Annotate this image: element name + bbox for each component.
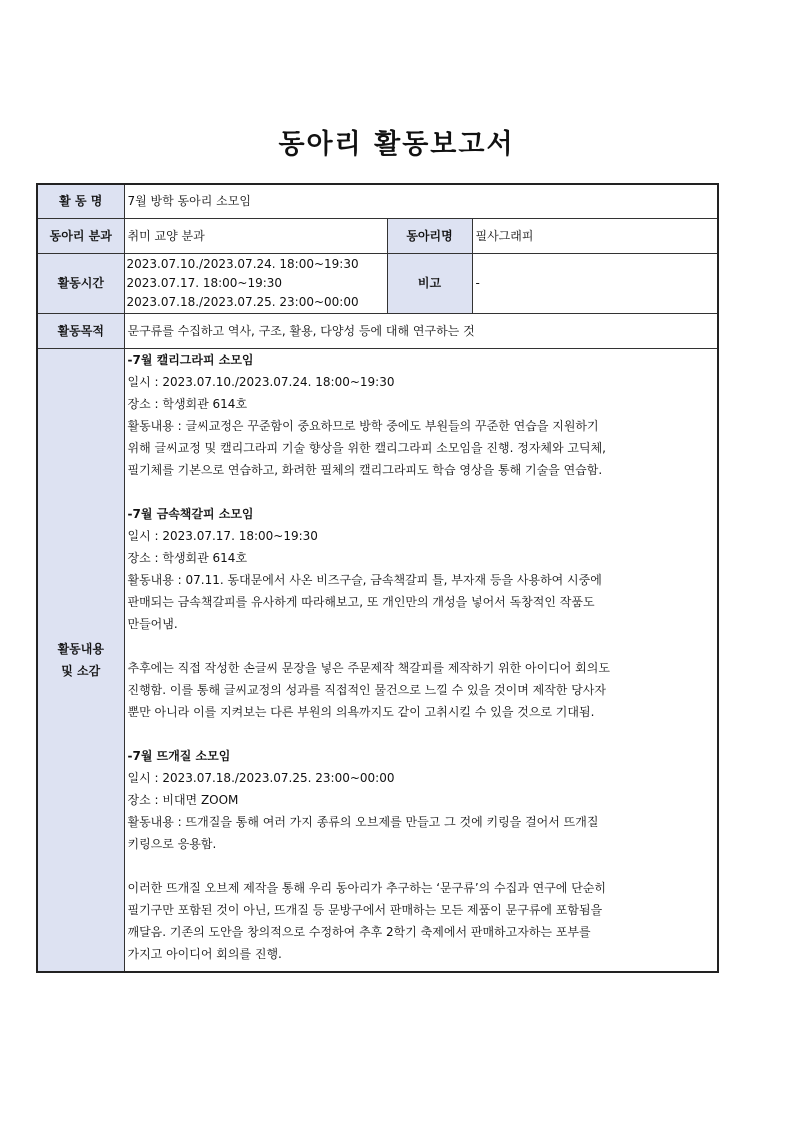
section-extra-line: 가지고 아이디어 회의를 진행. xyxy=(127,946,282,961)
activity-content-label-line1: 활동내용 xyxy=(57,641,104,656)
row-activity-purpose xyxy=(37,313,718,348)
section-extra-line: 깨달음. 기존의 도안을 창의적으로 수정하여 추후 2학기 축제에서 판매하고자하는 포부를 xyxy=(127,924,591,939)
activity-time-line: 2023.07.18./2023.07.25. 23:00~00:00 xyxy=(126,294,359,309)
section-calligraphy xyxy=(128,349,715,481)
section-metal-bookmark xyxy=(128,503,715,723)
activity-content-label xyxy=(37,348,124,972)
section-knitting xyxy=(128,745,715,965)
activity-time-line: 2023.07.17. 18:00~19:30 xyxy=(126,275,283,290)
activity-content-label-line2: 및 소감 xyxy=(61,663,101,678)
section-body-line: 활동내용 : 07.11. 동대문에서 사온 비즈구슬, 금속책갈피 틀, 부자재 등을 사용하여 시중에 xyxy=(127,572,602,587)
section-date: 일시 : 2023.07.18./2023.07.25. 23:00~00:00 xyxy=(127,770,395,785)
section-place: 장소 : 학생회관 614호 xyxy=(127,550,248,565)
section-date: 일시 : 2023.07.10./2023.07.24. 18:00~19:30 xyxy=(127,374,395,389)
section-body-line: 만들어냄. xyxy=(127,616,178,631)
section-body-line: 활동내용 : 뜨개질을 통해 여러 가지 종류의 오브제를 만들고 그 것에 키링을 걸어서 뜨개질 xyxy=(127,814,599,829)
club-category-label: 동아리 분과 xyxy=(37,218,124,253)
activity-name-value: 7월 방학 동아리 소모임 xyxy=(124,184,718,218)
section-body-line: 키링으로 응용함. xyxy=(127,836,217,851)
section-place: 장소 : 비대면 ZOOM xyxy=(127,792,239,807)
activity-time-line: 2023.07.10./2023.07.24. 18:00~19:30 xyxy=(126,256,359,271)
section-extra-line: 이러한 뜨개질 오브제 제작을 통해 우리 동아리가 추구하는 ‘문구류’의 수집과 연구에 단순히 xyxy=(127,880,606,895)
section-extra-line: 진행함. 이를 통해 글씨교정의 성과를 직접적인 물건으로 느낄 수 있을 것이며 제작한 당사자 xyxy=(127,682,606,697)
row-activity-time xyxy=(37,253,718,313)
section-extra-line: 필기구만 포함된 것이 아닌, 뜨개질 등 문방구에서 판매하는 모든 제품이 문구류에 포함됨을 xyxy=(127,902,603,917)
section-body-line: 판매되는 금속책갈피를 유사하게 따라해보고, 또 개인만의 개성을 넣어서 독창적인 작품도 xyxy=(127,594,595,609)
club-name-value: 필사그래피 xyxy=(472,218,718,253)
section-body-line: 위해 글씨교정 및 캘리그라피 기술 향상을 위한 캘리그라피 소모임을 진행. 정자체와 고딕체, xyxy=(127,440,606,455)
section-body-line: 활동내용 : 글씨교정은 꾸준함이 중요하므로 방학 중에도 부원들의 꾸준한 연습을 지원하기 xyxy=(127,418,599,433)
club-name-label: 동아리명 xyxy=(387,218,472,253)
activity-content-value xyxy=(124,348,718,972)
section-date: 일시 : 2023.07.17. 18:00~19:30 xyxy=(127,528,318,543)
row-club-category xyxy=(37,218,718,253)
section-title: -7월 뜨개질 소모임 xyxy=(127,748,231,763)
page-title: 동아리 활동보고서 xyxy=(278,129,515,160)
activity-name-label: 활 동 명 xyxy=(37,184,124,218)
section-body-line: 필기체를 기본으로 연습하고, 화려한 필체의 캘리그라피도 학습 영상을 통해 기술을 연습함. xyxy=(127,462,603,477)
activity-time-label: 활동시간 xyxy=(37,253,124,313)
section-title: -7월 캘리그라피 소모임 xyxy=(127,352,254,367)
section-extra-line: 뿐만 아니라 이를 지켜보는 다른 부원의 의욕까지도 같이 고취시킬 수 있을 것으로 기대됨. xyxy=(127,704,595,719)
activity-purpose-label: 활동목적 xyxy=(37,313,124,348)
activity-time-value xyxy=(124,253,387,313)
club-category-value: 취미 교양 분과 xyxy=(124,218,387,253)
remarks-value: - xyxy=(472,253,718,313)
report-table xyxy=(36,183,719,973)
activity-purpose-value: 문구류를 수집하고 역사, 구조, 활용, 다양성 등에 대해 연구하는 것 xyxy=(124,313,718,348)
row-activity-name xyxy=(37,184,718,218)
section-extra-line: 추후에는 직접 작성한 손글씨 문장을 넣은 주문제작 책갈피를 제작하기 위한 아이디어 회의도 xyxy=(127,660,610,675)
remarks-label: 비고 xyxy=(387,253,472,313)
section-place: 장소 : 학생회관 614호 xyxy=(127,396,248,411)
row-activity-content xyxy=(37,348,718,972)
section-title: -7월 금속책갈피 소모임 xyxy=(127,506,254,521)
